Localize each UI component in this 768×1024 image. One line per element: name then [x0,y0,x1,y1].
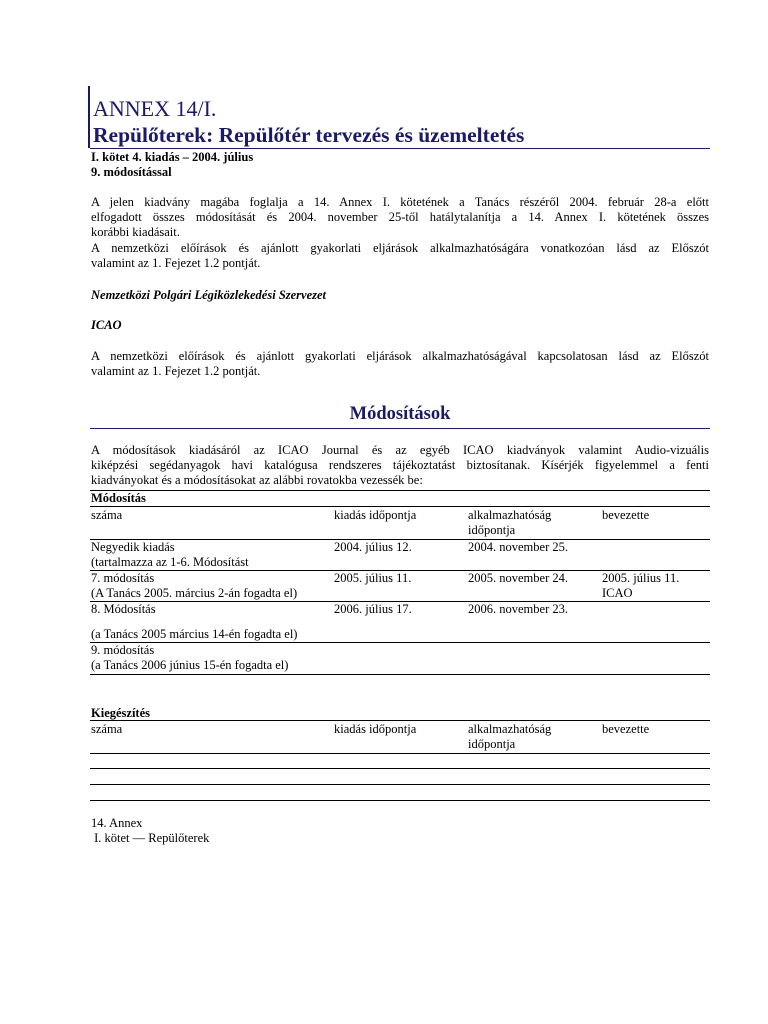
entered-by-org: ICAO [602,586,633,600]
text-line: korábbi kiadásait. [91,225,180,239]
table-rule [90,720,710,721]
applicability-date: 2006. november 23. [468,602,568,616]
table-rule [90,642,710,643]
amendment-note: (a Tanács 2006 június 15-én fogadta el) [91,658,289,672]
title-block [88,86,712,148]
amendment-number: 9. módosítás [91,643,155,657]
column-header-applicability: alkalmazhatóság [468,508,552,522]
intro-paragraph-2 [91,241,709,271]
edition-line: I. kötet 4. kiadás – 2004. július [91,150,254,164]
intro-paragraph-3 [91,349,709,379]
column-header-entered-by: bevezette [602,722,650,736]
table-rule [90,784,710,785]
table-rule [90,490,710,491]
table-rule [90,768,710,769]
table-rule [90,753,710,754]
title-underline [90,148,710,149]
text-line: kiképzési segédanyagok havi katalógusa rendszeres tájékoztatást biztosítanak. Kísérjék figyelemmel a fenti [91,458,709,472]
organization-name: Nemzetközi Polgári Légiközlekedési Szervezet [91,288,327,302]
column-header-applicability-2: időpontja [468,737,516,751]
applicability-date: 2005. november 24. [468,571,568,585]
section-title: Módosítások [349,404,451,424]
intro-paragraph-1 [91,195,709,240]
section-title-rule [90,428,710,429]
text-line: A jelen kiadvány magába foglalja a 14. Annex I. kötetének a Tanács részéről 2004. február 28-a előtt [91,195,709,209]
table-rule [90,800,710,801]
amendment-number: 8. Módosítás [91,602,156,616]
amendment-number: Negyedik kiadás [91,540,175,554]
amendment-note: (tartalmazza az 1-6. Módosítást [91,555,249,569]
amendment-line: 9. módosítással [91,165,172,179]
amendment-note: (A Tanács 2005. március 2-án fogadta el) [91,586,298,600]
table-rule [90,674,710,675]
issue-date: 2006. július 17. [334,602,412,616]
text-line: kiadványokat és a módosításokat az alábbi rovatokba vezessék be: [91,473,423,487]
amendment-number: 7. módosítás [91,571,155,585]
organization-abbreviation: ICAO [91,318,122,332]
column-header-number: száma [91,508,123,522]
edition-info [91,150,253,180]
supplement-table-header: Kiegészítés [91,706,151,720]
annex-title: ANNEX 14/I. [93,96,217,121]
text-line: elfogadott összes módosítását és 2004. november 25-től hatálytalanítja a 14. Annex I. kötetének összes [91,210,709,224]
text-line: A nemzetközi előírások és ajánlott gyakorlati eljárások alkalmazhatóságával kapcsolatosan lásd az Előszót [91,349,709,363]
issue-date: 2005. július 11. [334,571,412,585]
column-header-number: száma [91,722,123,736]
table-rule [90,506,710,507]
entered-by: 2005. július 11. [602,571,680,585]
amendments-description [91,443,709,488]
column-header-issue-date: kiadás időpontja [334,722,417,736]
text-line: A módosítások kiadásáról az ICAO Journal és az egyéb ICAO kiadványok valamint Audio-vizuális [91,443,709,457]
text-line: valamint az 1. Fejezet 1.2 pontját. [91,364,261,378]
annex-subtitle: Repülőterek: Repülőtér tervezés és üzemeltetés [93,123,525,147]
text-line: A nemzetközi előírások és ajánlott gyakorlati eljárások alkalmazhatóságára vonatkozóan lásd az Előszót [91,241,709,255]
column-header-applicability: alkalmazhatóság [468,722,552,736]
amendment-table-header: Módosítás [91,491,146,505]
issue-date: 2004. július 12. [334,540,412,554]
column-header-entered-by: bevezette [602,508,650,522]
amendment-note: (a Tanács 2005 március 14-én fogadta el) [91,627,298,641]
page-footer [91,816,209,846]
footer-line: I. kötet — Repülőterek [91,831,210,845]
applicability-date: 2004. november 25. [468,540,568,554]
column-header-applicability-2: időpontja [468,523,516,537]
footer-line: 14. Annex [91,816,143,830]
column-header-issue-date: kiadás időpontja [334,508,417,522]
text-line: valamint az 1. Fejezet 1.2 pontját. [91,256,261,270]
